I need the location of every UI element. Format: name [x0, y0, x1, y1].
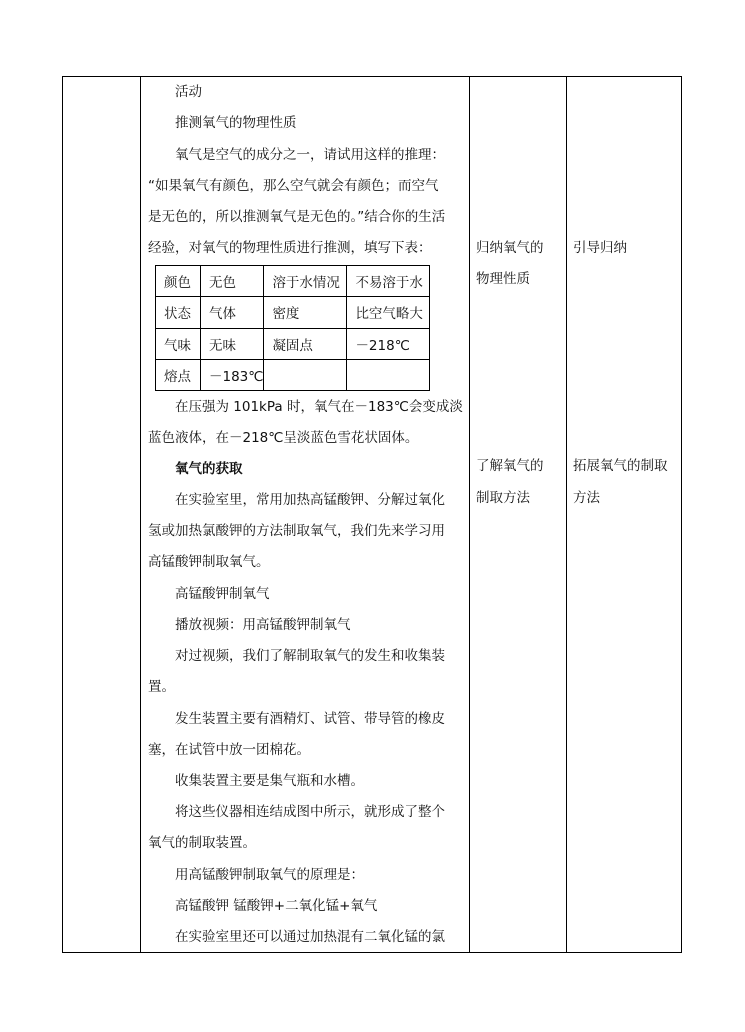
paragraph-line: 收集装置主要是集气瓶和水槽。: [175, 773, 364, 789]
column-divider: [566, 77, 567, 952]
reaction-equation: 高锰酸钾 锰酸钾+二氧化锰+氧气: [175, 898, 378, 914]
table-cell: 无色: [201, 266, 264, 297]
paragraph-line: 塞，在试管中放一团棉花。: [148, 742, 310, 758]
student-activity-line: 制取方法: [476, 490, 530, 506]
paragraph-line: 播放视频：用高锰酸钾制氧气: [175, 617, 351, 633]
design-intent-line: 拓展氧气的制取: [573, 458, 668, 474]
section-title: 高锰酸钾制氧气: [175, 586, 270, 602]
table-cell: 凝固点: [264, 328, 347, 359]
table-cell: 气味: [156, 328, 201, 359]
table-cell: 比空气略大: [347, 297, 430, 328]
oxygen-properties-table: [155, 265, 430, 391]
section-title: 推测氧气的物理性质: [175, 115, 297, 131]
table-cell: [347, 359, 430, 390]
paragraph-line: 在实验室里还可以通过加热混有二氧化锰的氯: [175, 929, 445, 945]
paragraph-line: 蓝色液体，在－218℃呈淡蓝色雪花状固体。: [148, 430, 419, 446]
paragraph-line: 氧气的制取装置。: [148, 835, 256, 851]
table-row: [156, 359, 430, 390]
table-cell: 密度: [264, 297, 347, 328]
activity-heading: 活动: [175, 84, 202, 100]
paragraph-line: 对过视频，我们了解制取氧气的发生和收集装: [175, 648, 445, 664]
paragraph-line: 在压强为 101kPa 时，氧气在－183℃会变成淡: [175, 399, 463, 415]
table-cell: 无味: [201, 328, 264, 359]
paragraph-line: 将这些仪器相连结成图中所示，就形成了整个: [175, 804, 445, 820]
column-divider: [469, 77, 470, 952]
table-row: [156, 266, 430, 297]
table-row: [156, 297, 430, 328]
table-cell: 状态: [156, 297, 201, 328]
table-cell: 气体: [201, 297, 264, 328]
paragraph-line: “如果氧气有颜色，那么空气就会有颜色；而空气: [148, 178, 439, 194]
paragraph-line: 氢或加热氯酸钾的方法制取氧气，我们先来学习用: [148, 523, 445, 539]
table-row: [156, 328, 430, 359]
paragraph-line: 高锰酸钾制取氧气。: [148, 554, 270, 570]
column-divider: [140, 77, 141, 952]
paragraph-line: 发生装置主要有酒精灯、试管、带导管的橡皮: [175, 711, 445, 727]
paragraph-line: 置。: [148, 679, 175, 695]
student-activity-line: 物理性质: [476, 271, 530, 287]
paragraph-line: 在实验室里，常用加热高锰酸钾、分解过氧化: [175, 492, 445, 508]
table-cell: 不易溶于水: [347, 266, 430, 297]
table-cell: －218℃: [347, 328, 430, 359]
paragraph-line: 经验，对氧气的物理性质进行推测，填写下表：: [148, 240, 432, 256]
paragraph-line: 用高锰酸钾制取氧气的原理是：: [175, 867, 364, 883]
student-activity-line: 了解氧气的: [476, 458, 544, 474]
table-cell: 颜色: [156, 266, 201, 297]
design-intent-line: 方法: [573, 490, 600, 506]
paragraph-line: 是无色的，所以推测氧气是无色的。”结合你的生活: [148, 209, 446, 225]
table-cell: [264, 359, 347, 390]
section-heading-oxygen-production: 氧气的获取: [175, 461, 243, 477]
design-intent-line: 引导归纳: [573, 240, 627, 256]
table-cell: －183℃: [201, 359, 264, 390]
paragraph-line: 氧气是空气的成分之一，请试用这样的推理：: [175, 147, 445, 163]
table-cell: 熔点: [156, 359, 201, 390]
table-cell: 溶于水情况: [264, 266, 347, 297]
student-activity-line: 归纳氧气的: [476, 240, 544, 256]
